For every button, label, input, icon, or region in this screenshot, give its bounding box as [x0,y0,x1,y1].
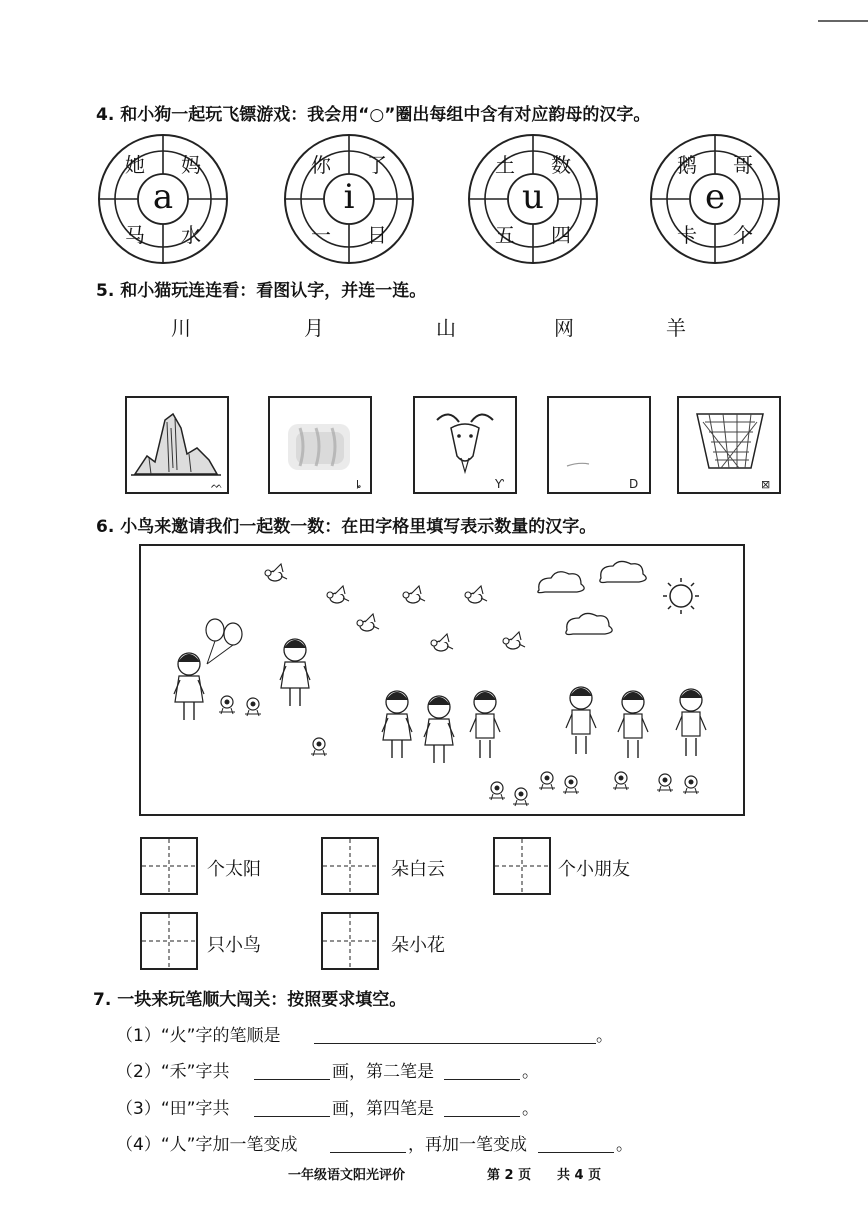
dartboard-vowel: u [522,177,544,217]
dartboard-vowel: i [343,177,355,217]
goat-picture[interactable] [413,396,517,494]
char-shan[interactable]: 山 [436,316,456,340]
dartboard-char[interactable]: 土 [495,153,515,177]
dartboard-char[interactable]: 个 [733,223,753,247]
balloon-icon [206,619,242,664]
flower-icon [311,738,327,756]
bird-icon [503,632,525,649]
q7-4-number: （4） [116,1135,161,1155]
cloud-icon [566,613,612,634]
q7-4-text: “人”字加一笔变成 [160,1135,298,1155]
boy-figure [470,691,500,758]
dartboard-u [467,133,599,265]
flower-icon [489,782,505,800]
net-glyph: ⊠ [761,478,771,491]
moon-glyph: D [629,477,639,491]
count-label-cloud: 朵白云 [391,859,445,880]
boy-figure [566,687,596,754]
girl-figure [174,653,204,720]
char-yang[interactable]: 羊 [666,316,686,340]
dartboard-char[interactable]: 她 [125,153,145,177]
flower-icon [683,776,699,794]
q7-3-text-b: 画，第四笔是 [332,1099,434,1119]
boy-figure [676,689,706,756]
dartboard-char[interactable]: 日 [367,223,387,247]
q7-4-first-blank[interactable] [330,1134,406,1153]
river-picture[interactable] [268,396,372,494]
dartboard-i [283,133,415,265]
flower-icon [657,774,673,792]
q7-line-3 [116,1094,229,1119]
mountain-glyph: ᨓ [211,480,223,491]
girl-figure [280,639,310,706]
dartboard-vowel: a [152,177,174,217]
tianzige-box-flower[interactable] [321,912,379,970]
q7-line-1 [116,1021,280,1046]
bird-icon [465,586,487,603]
flower-icon [513,788,529,806]
dartboard-vowel: e [704,177,726,217]
question-5-title: 5. 和小猫玩连连看：看图认字，并连一连。 [96,281,427,301]
boy-figure [618,691,648,758]
counting-scene [139,544,745,816]
bird-icon [431,634,453,651]
char-chuan[interactable]: 川 [171,316,191,340]
q7-2-text: “禾”字共 [160,1062,230,1082]
q7-2-stroke-count-blank[interactable] [254,1061,330,1080]
dartboard-char[interactable]: 妈 [181,153,201,177]
dartboard-char[interactable]: 一 [311,223,331,247]
question-4-title: 4. 和小狗一起玩飞镖游戏：我会用“○”圈出每组中含有对应韵母的汉字。 [96,105,651,125]
q7-1-number: （1） [116,1026,161,1046]
footer-title: 一年级语文阳光评价 [288,1168,406,1183]
q7-1-text: “火”字的笔顺是 [160,1026,281,1046]
mountain-picture[interactable] [125,396,229,494]
count-label-sun: 个太阳 [207,859,261,880]
q7-line-2 [116,1057,229,1082]
flower-icon [245,698,261,716]
tianzige-box-cloud[interactable] [321,837,379,895]
question-6-title: 6. 小鸟来邀请我们一起数一数：在田字格里填写表示数量的汉字。 [96,517,597,537]
dartboard-char[interactable]: 水 [181,223,201,247]
bird-icon [265,564,287,581]
dartboard-char[interactable]: 鹅 [677,153,697,177]
footer-page: 第 2 页 [487,1168,532,1183]
q7-3-number: （3） [116,1099,161,1119]
flower-icon [219,696,235,714]
dartboard-char[interactable]: 马 [125,223,145,247]
q7-3-stroke-blank[interactable] [444,1098,520,1117]
q7-3-stroke-count-blank[interactable] [254,1098,330,1117]
goat-glyph: Ƴ [495,477,504,491]
count-label-kids: 个小朋友 [558,859,630,880]
dartboard-e [649,133,781,265]
dartboard-a [97,133,229,265]
dartboard-char[interactable]: 数 [551,153,571,177]
sun-icon [663,578,699,614]
dartboard-char[interactable]: 你 [311,153,331,177]
bird-icon [327,586,349,603]
count-label-bird: 只小鸟 [207,935,261,956]
q7-4-second-blank[interactable] [538,1134,614,1153]
char-yue[interactable]: 月 [304,316,324,340]
cloud-icon [600,561,646,582]
q7-1-answer-blank[interactable] [314,1025,596,1044]
char-wang[interactable]: 网 [554,316,574,340]
q7-2-end: 。 [522,1062,539,1082]
dartboard-char[interactable]: 了 [367,153,387,177]
dartboard-char[interactable]: 哥 [733,153,753,177]
bird-icon [403,586,425,603]
q7-2-stroke-blank[interactable] [444,1061,520,1080]
q7-2-text-b: 画，第二笔是 [332,1062,434,1082]
girl-figure [424,696,454,763]
q7-line-4 [116,1130,297,1155]
q7-2-number: （2） [116,1062,161,1082]
tianzige-box-sun[interactable] [140,837,198,895]
flower-icon [563,776,579,794]
net-picture[interactable] [677,396,781,494]
tianzige-box-bird[interactable] [140,912,198,970]
flower-icon [539,772,555,790]
flower-icon [613,772,629,790]
dartboard-char[interactable]: 卡 [677,223,697,247]
question-7-title: 7. 一块来玩笔顺大闯关：按照要求填空。 [93,990,407,1010]
dartboard-char[interactable]: 五 [495,223,515,247]
tianzige-box-kids[interactable] [493,837,551,895]
q7-4-text-b: ，再加一笔变成 [408,1135,527,1155]
cloud-icon [538,572,584,593]
q7-4-end: 。 [616,1135,633,1155]
corner-mark [818,20,868,22]
q7-3-text: “田”字共 [160,1099,230,1119]
bird-icon [357,614,379,631]
q7-1-end: 。 [596,1026,613,1046]
q7-3-end: 。 [522,1099,539,1119]
girl-figure [382,691,412,758]
footer-total: 共 4 页 [557,1168,602,1183]
count-label-flower: 朵小花 [391,935,445,956]
dartboard-char[interactable]: 四 [551,223,571,247]
moon-picture[interactable] [547,396,651,494]
river-glyph: ȴ [356,478,362,491]
